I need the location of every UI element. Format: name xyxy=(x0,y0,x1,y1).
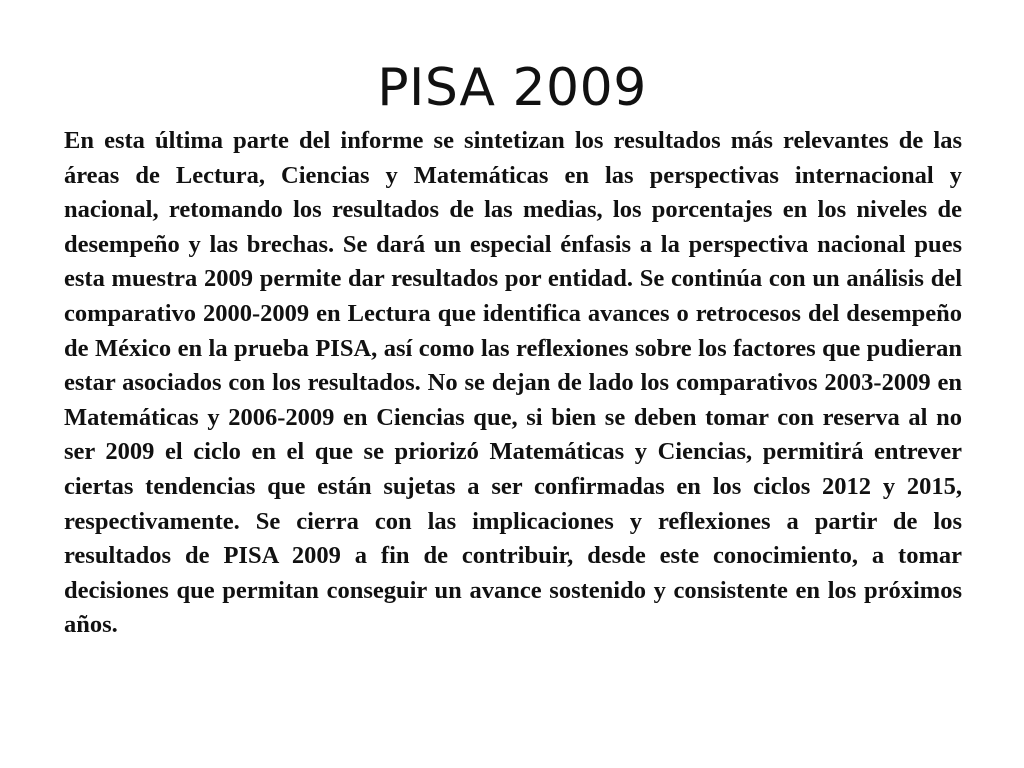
slide-title: PISA 2009 xyxy=(377,58,647,118)
slide-body-text: En esta última parte del informe se sintetizan los resultados más relevantes de las áreas de Lectura, Ciencias y Matemáticas en las perspectivas internacional y nacional, retomando los resultados de las medias, los porcentajes en los niveles de desempeño y las brechas. Se dará un especial énfasis a la perspectiva nacional pues esta muestra 2009 permite dar resultados por entidad. Se continúa con un análisis del comparativo 2000-2009 en Lectura que identifica avances o retrocesos del desempeño de México en la prueba PISA, así como las reflexiones sobre los factores que pudieran estar asociados con los resultados. No se dejan de lado los comparativos 2003-2009 en Matemáticas y 2006-2009 en Ciencias que, si bien se deben tomar con reserva al no ser 2009 el ciclo en el que se priorizó Matemáticas y Ciencias, permitirá entrever ciertas tendencias que están sujetas a ser confirmadas en los ciclos 2012 y 2015, respectivamente. Se cierra con las implicaciones y reflexiones a partir de los resultados de PISA 2009 a fin de contribuir, desde este conocimiento, a tomar decisiones que permitan conseguir un avance sostenido y consistente en los próximos años. xyxy=(64,127,962,639)
